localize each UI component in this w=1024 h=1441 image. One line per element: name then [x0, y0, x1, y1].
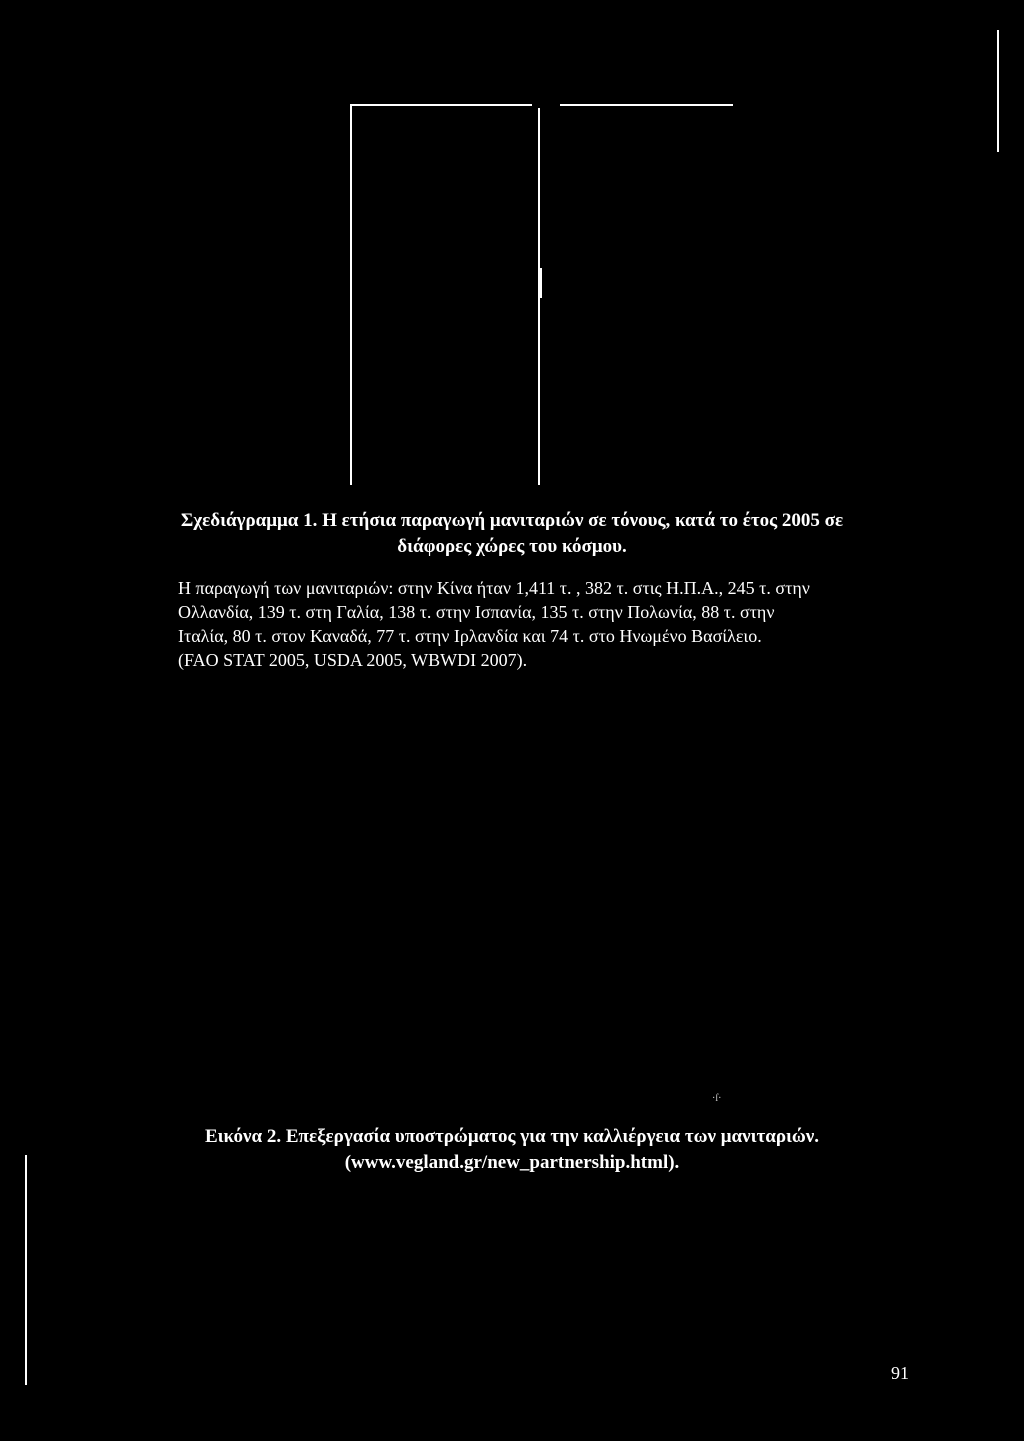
right-margin-line [997, 30, 999, 152]
figure2-caption-line2: (www.vegland.gr/new_partnership.html). [344, 1152, 680, 1173]
production-paragraph [178, 576, 918, 672]
figure1-divider-tick [538, 268, 542, 298]
paragraph-line-3: Ιταλία, 80 τ. στον Καναδά, 77 τ. στην Ιρλανδία και 74 τ. στο Ηνωμένο Βασίλειο. [178, 626, 762, 646]
figure1-caption-line1: Σχεδιάγραμμα 1. Η ετήσια παραγωγή μανιταριών σε τόνους, κατά το έτος 2005 σε [180, 510, 844, 531]
figure1-top-border-left [351, 104, 532, 106]
figure1-caption-line2: διάφορες χώρες του κόσμου. [397, 536, 627, 557]
figure2-caption [60, 1124, 964, 1176]
figure1-top-border-right [560, 104, 733, 106]
figure1-caption [0, 508, 1024, 560]
figure2-caption-line1: Εικόνα 2. Επεξεργασία υποστρώματος για την καλλιέργεια των μανιταριών. [204, 1126, 820, 1147]
left-margin-line [25, 1155, 27, 1385]
figure1-left-border [350, 104, 352, 485]
paragraph-line-1: Η παραγωγή των μανιταριών: στην Κίνα ήταν 1,411 τ. , 382 τ. στις Η.Π.Α., 245 τ. στην [178, 578, 810, 598]
scan-speck: ·ſ· [712, 1093, 722, 1104]
page-number: 91 [891, 1363, 909, 1383]
paragraph-line-2: Ολλανδία, 139 τ. στη Γαλία, 138 τ. στην Ισπανία, 135 τ. στην Πολωνία, 88 τ. στην [178, 602, 775, 622]
paragraph-line-4: (FAO STAT 2005, USDA 2005, WBWDI 2007). [178, 650, 528, 670]
